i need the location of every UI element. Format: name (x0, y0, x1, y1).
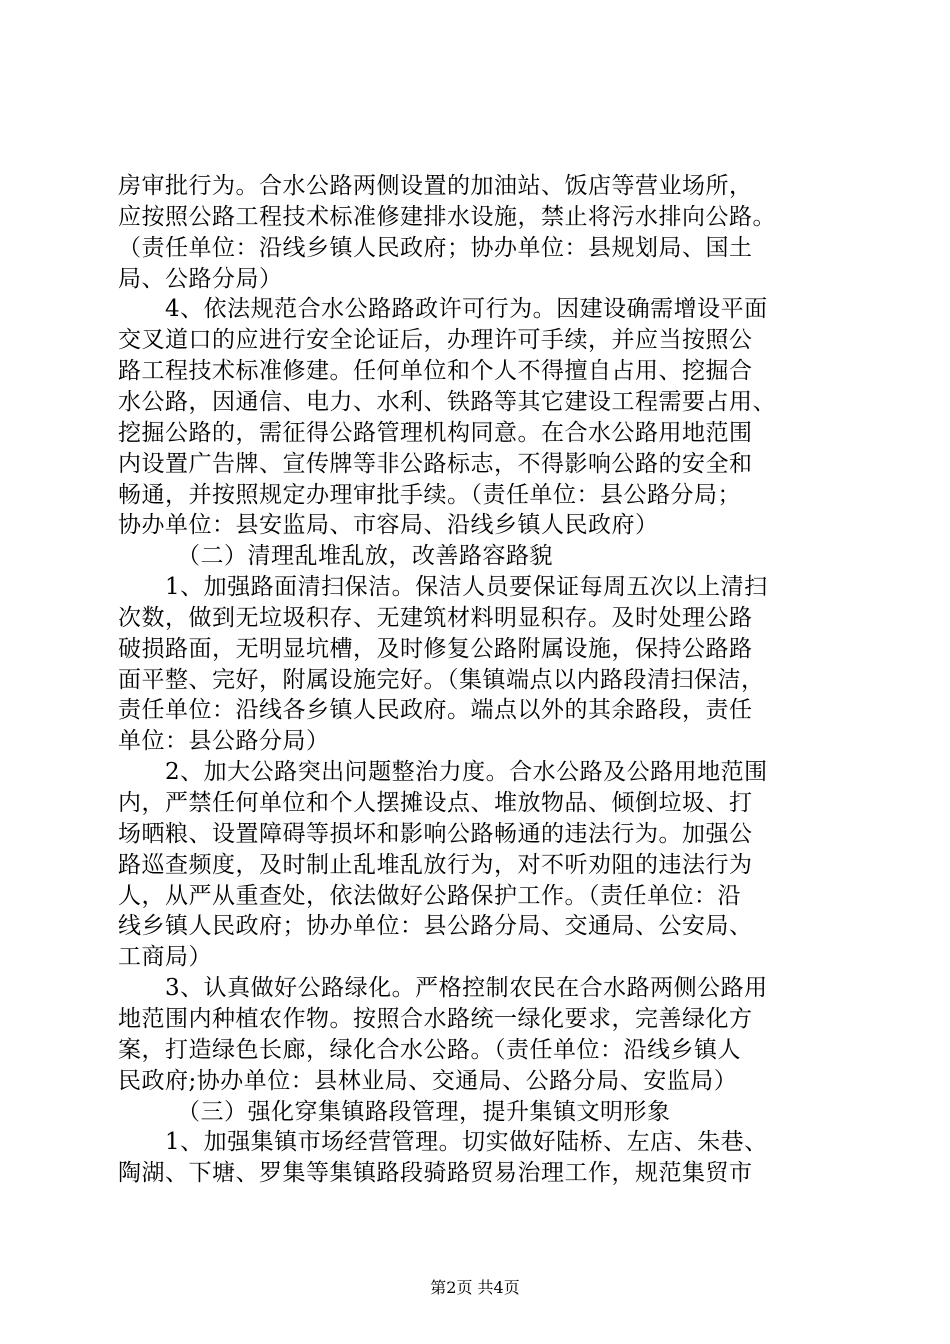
text-line: 应按照公路工程技术标准修建排水设施，禁止将污水排向公路。 (118, 203, 776, 230)
text-line: 水公路，因通信、电力、水利、铁路等其它建设工程需要占用、 (118, 388, 776, 415)
text-line: 1、加强路面清扫保洁。保洁人员要保证每周五次以上清扫 (118, 574, 768, 601)
text-line: 路工程技术标准修建。任何单位和个人不得擅自占用、挖掘合 (118, 358, 753, 385)
text-line: 3、认真做好公路绿化。严格控制农民在合水路两侧公路用 (118, 975, 768, 1002)
text-line: 1、加强集镇市场经营管理。切实做好陆桥、左店、朱巷、 (118, 1129, 768, 1156)
page-footer: 第2页 共4页 (430, 1278, 520, 1297)
text-line: 地范围内种植农作物。按照合水路统一绿化要求，完善绿化方 (118, 1005, 753, 1032)
text-line: 线乡镇人民政府；协办单位：县公路分局、交通局、公安局、 (118, 913, 753, 940)
text-line: 协办单位：县安监局、市容局、沿线乡镇人民政府） (118, 512, 659, 539)
text-line: 破损路面，无明显坑槽，及时修复公路附属设施，保持公路路 (118, 635, 753, 662)
text-line: 内设置广告牌、宣传牌等非公路标志，不得影响公路的安全和 (118, 450, 753, 477)
text-line: 单位：县公路分局） (118, 728, 330, 755)
text-line: 人，从严从重查处，依法做好公路保护工作。（责任单位：沿 (118, 882, 741, 909)
text-line: 面平整、完好，附属设施完好。（集镇端点以内路段清扫保洁， (118, 666, 765, 693)
text-line: 场晒粮、设置障碍等损坏和影响公路畅通的违法行为。加强公 (118, 820, 753, 847)
text-line: 陶湖、下塘、罗集等集镇路段骑路贸易治理工作，规范集贸市 (118, 1160, 753, 1187)
text-line: 交叉道口的应进行安全论证后，办理许可手续，并应当按照公 (118, 327, 753, 354)
text-line: （三）强化穿集镇路段管理，提升集镇文明形象 (118, 1098, 671, 1125)
text-line: 4、依法规范合水公路路政许可行为。因建设确需增设平面 (118, 296, 768, 323)
text-line: 挖掘公路的，需征得公路管理机构同意。在合水公路用地范围 (118, 419, 753, 446)
text-line: 责任单位：沿线各乡镇人民政府。端点以外的其余路段，责任 (118, 697, 753, 724)
text-line: 房审批行为。合水公路两侧设置的加油站、饭店等营业场所， (118, 173, 753, 199)
text-line: 2、加大公路突出问题整治力度。合水公路及公路用地范围 (118, 759, 768, 786)
text-line: 畅通，并按照规定办理审批手续。（责任单位：县公路分局； (118, 481, 741, 508)
text-line: 案，打造绿色长廊，绿化合水公路。（责任单位：沿线乡镇人 (118, 1036, 741, 1063)
text-line: 路巡查频度，及时制止乱堆乱放行为，对不听劝阻的违法行为 (118, 851, 753, 878)
text-line: （责任单位：沿线乡镇人民政府；协办单位：县规划局、国土 (118, 234, 753, 261)
text-line: 次数，做到无垃圾积存、无建筑材料明显积存。及时处理公路 (118, 604, 753, 631)
text-line: 民政府;协办单位：县林业局、交通局、公路分局、安监局） (118, 1067, 738, 1094)
text-line: 工商局） (118, 944, 212, 971)
text-line: 内，严禁任何单位和个人摆摊设点、堆放物品、倾倒垃圾、打 (118, 790, 753, 816)
text-line: （二）清理乱堆乱放，改善路容路貌 (118, 543, 553, 570)
text-line: 局、公路分局） (118, 265, 283, 292)
